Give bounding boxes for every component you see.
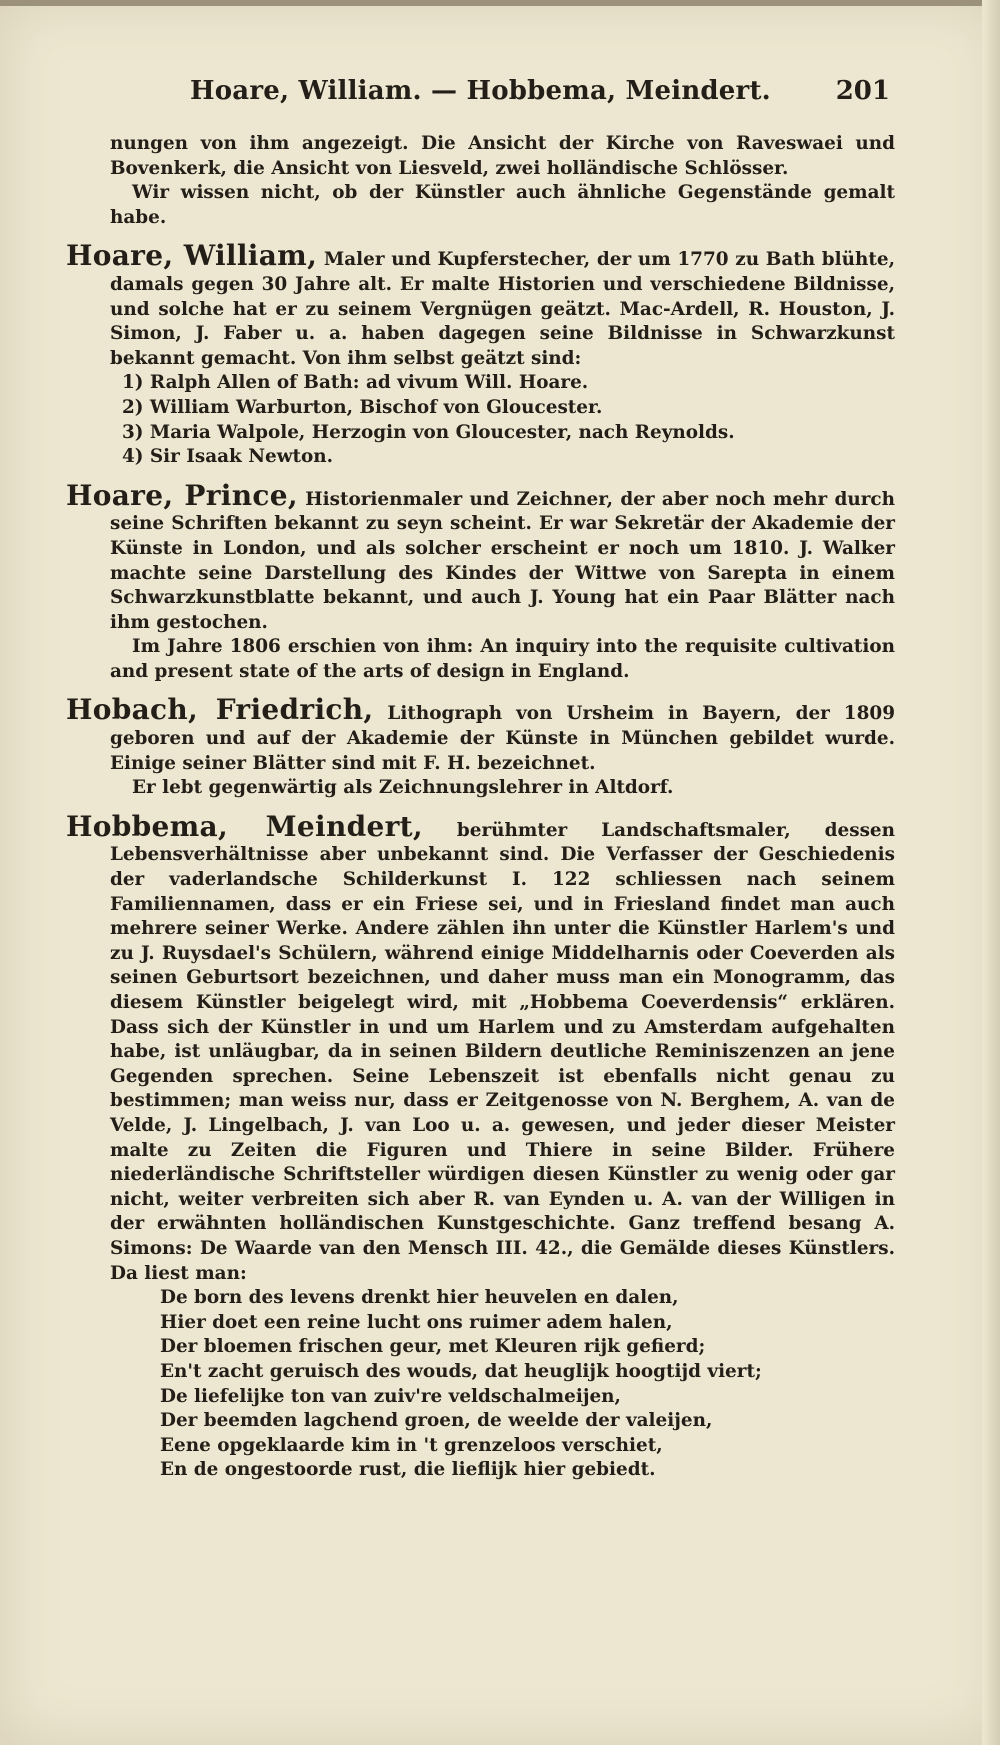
entry-text: Lithograph von Ursheim in Bayern, der 1809 geboren und auf der Akademie der Künste in München gebildet wurde. Einige seiner Blätter sind mit F. H. bezeichnet. xyxy=(110,703,895,774)
entry-name: Hoare, William, xyxy=(66,239,318,273)
page-header xyxy=(190,76,890,106)
entry-hobach xyxy=(66,693,895,800)
entry-hoare-prince xyxy=(66,478,895,685)
entry-name: Hoare, Prince, xyxy=(66,478,298,512)
poem-quote xyxy=(110,1286,895,1483)
works-list xyxy=(110,371,895,469)
list-item: 4) Sir Isaak Newton. xyxy=(122,446,334,468)
poem-line: En't zacht geruisch des wouds, dat heuglijk hoogtijd viert; xyxy=(160,1360,762,1382)
list-item: 2) William Warburton, Bischof von Gloucester. xyxy=(122,396,603,418)
entry-name: Hobach, Friedrich, xyxy=(66,693,374,727)
entry-text: Historienmaler und Zeichner, der aber noch mehr durch seine Schriften bekannt zu seyn scheint. Er war Sekretär der Akademie der Künste in London, und als solcher erscheint er noch um 1810. J. Walker machte seine Darstellung des Kindes der Wittwe von Sarepta in einem Schwarzkunstblatte bekannt, und auch J. Young hat ein Paar Blätter nach ihm gestochen. xyxy=(110,488,895,633)
poem-line: Hier doet een reine lucht ons ruimer adem halen, xyxy=(160,1311,673,1333)
poem-line: De liefelijke ton van zuiv're veldschalmeijen, xyxy=(160,1385,621,1407)
entry-text: berühmter Landschaftsmaler, dessen Lebensverhältnisse aber unbekannt sind. Die Verfasser der Geschiedenis der vaderlandsche Schilderkunst I. 122 schliessen nach seinem Familiennamen, dass er ein Friese sei, und in Friesland findet man auch mehrere seiner Werke. Andere zählen ihn unter die Künstler Harlem's und zu J. Ruysdael's Schülern, während einige Middelharnis oder Coeverden als seinen Geburtsort bezeichnen, und daher muss man ein Monogramm, das diesem Künstler beigelegt wird, mit „Hobbema Coeverdensis“ erklären. Dass sich der Künstler in und um Harlem und zu Amsterdam aufgehalten habe, ist unläugbar, da in seinen Bildern deutliche Reminiszenzen an jene Gegenden sprechen. Seine Lebenszeit ist ebenfalls nicht genau zu bestimmen; man weiss nur, dass er Zeitgenosse von N. Berghem, A. van de Velde, J. Lingelbach, J. van Loo u. a. gewesen, und jeder dieser Meister malte zu Zeiten die Figuren und Thiere in seine Bilder. Frühere niederländische Schriftsteller würdigen diesen Künstler zu wenig oder gar nicht, weiter verbreiten sich aber R. van Eynden u. A. van der Willigen in der erwähnten holländischen Kunstgeschichte. Ganz treffend besang A. Simons: De Waarde van den Mensch III. 42., die Gemälde dieses Künstlers. Da liest man: xyxy=(110,819,895,1284)
list-item: 3) Maria Walpole, Herzogin von Gloucester, nach Reynolds. xyxy=(122,421,735,443)
continuation-paragraph-2: Wir wissen nicht, ob der Künstler auch ähnliche Gegenstände gemalt habe. xyxy=(110,182,895,228)
page-number: 201 xyxy=(835,76,890,106)
poem-line: En de ongestoorde rust, die lieflijk hier gebiedt. xyxy=(160,1459,656,1481)
entry-paragraph: Im Jahre 1806 erschien von ihm: An inquiry into the requisite cultivation and present state of the arts of design in England. xyxy=(110,636,895,682)
entry-hoare-william xyxy=(66,239,895,469)
poem-line: Der bloemen frischen geur, met Kleuren rijk gefierd; xyxy=(160,1336,706,1358)
entry-name: Hobbema, Meindert, xyxy=(66,809,423,843)
entry-text: Maler und Kupferstecher, der um 1770 zu Bath blühte, damals gegen 30 Jahre alt. Er malte Historien und verschiedene Bildnisse, und solche hat er zu seinem Vergnügen geätzt. Mac-Ardell, R. Houston, J. Simon, J. Faber u. a. haben dagegen seine Bildnisse in Schwarzkunst bekannt gemacht. Von ihm selbst geätzt sind: xyxy=(110,249,895,369)
continuation-paragraph: nungen von ihm angezeigt. Die Ansicht der Kirche von Raveswaei und Bovenkerk, die Ansicht von Liesveld, zwei holländische Schlösser. xyxy=(110,133,895,179)
poem-line: Der beemden lagchend groen, de weelde der valeijen, xyxy=(160,1410,713,1432)
poem-line: De born des levens drenkt hier heuvelen en dalen, xyxy=(160,1287,679,1309)
running-head: Hoare, William. — Hobbema, Meindert. xyxy=(190,76,771,106)
list-item: 1) Ralph Allen of Bath: ad vivum Will. Hoare. xyxy=(122,372,589,394)
poem-line: Eene opgeklaarde kim in 't grenzeloos verschiet, xyxy=(160,1434,663,1456)
entry-hobbema xyxy=(66,809,895,1483)
entry-paragraph: Er lebt gegenwärtig als Zeichnungslehrer in Altdorf. xyxy=(132,777,674,799)
page-body xyxy=(66,132,895,1483)
